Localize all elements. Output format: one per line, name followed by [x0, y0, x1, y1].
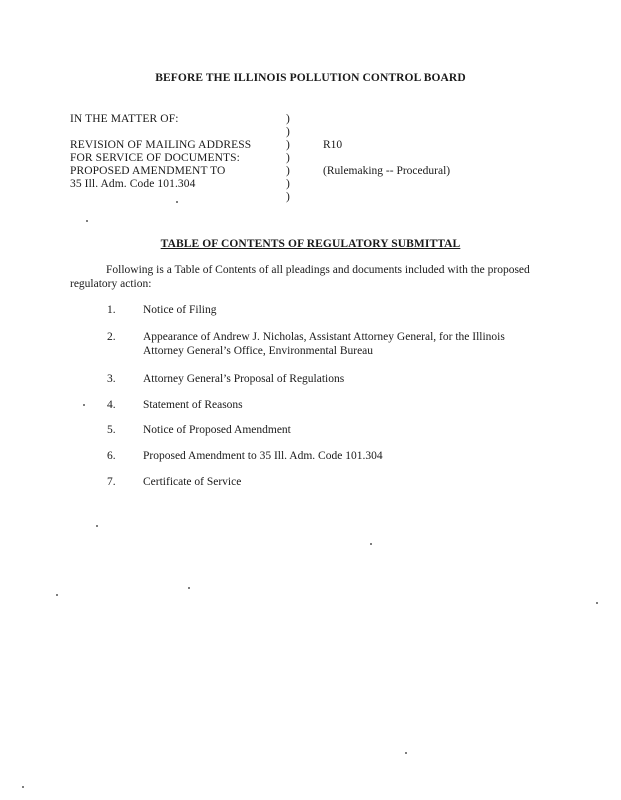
toc-item-number: 3.	[107, 373, 116, 385]
caption-line-proposed-amendment: PROPOSED AMENDMENT TO	[70, 165, 226, 177]
scan-speck	[596, 602, 598, 604]
caption-paren: )	[286, 178, 290, 190]
caption-paren: )	[286, 139, 290, 151]
caption-line-in-the-matter: IN THE MATTER OF:	[70, 113, 179, 125]
toc-item-number: 7.	[107, 476, 116, 488]
scan-speck	[370, 543, 372, 545]
toc-item-number: 1.	[107, 304, 116, 316]
scan-speck	[83, 404, 85, 406]
scan-speck	[86, 220, 88, 222]
document-title: BEFORE THE ILLINOIS POLLUTION CONTROL BOARD	[155, 72, 466, 84]
caption-paren: )	[286, 113, 290, 125]
toc-item-text: Attorney General’s Proposal of Regulations	[143, 373, 345, 385]
caption-line-code: 35 Ill. Adm. Code 101.304	[70, 178, 196, 190]
toc-item-text: Notice of Filing	[143, 304, 217, 316]
toc-intro: Following is a Table of Contents of all pleadings and documents included with the proposed regulatory action:	[70, 264, 530, 290]
toc-heading: TABLE OF CONTENTS OF REGULATORY SUBMITTAL	[160, 238, 461, 250]
scan-speck	[22, 786, 24, 788]
docket-type: (Rulemaking -- Procedural)	[323, 165, 451, 177]
caption-paren: )	[286, 152, 290, 164]
toc-item-number: 4.	[107, 399, 116, 411]
scan-speck	[176, 201, 178, 203]
toc-item-text: Appearance of Andrew J. Nicholas, Assistant Attorney General, for the Illinois Attorney General’s Office, Environmental Bureau	[143, 331, 505, 357]
toc-item-text: Notice of Proposed Amendment	[143, 424, 291, 436]
caption-paren: )	[286, 126, 290, 138]
toc-item-number: 2.	[107, 331, 116, 343]
caption-line-revision: REVISION OF MAILING ADDRESS	[70, 139, 252, 151]
toc-item-number: 5.	[107, 424, 116, 436]
caption-paren: )	[286, 191, 290, 203]
caption-line-for-service: FOR SERVICE OF DOCUMENTS:	[70, 152, 240, 164]
scan-speck	[96, 525, 98, 527]
scan-speck	[405, 752, 407, 754]
toc-item-number: 6.	[107, 450, 116, 462]
toc-item-text: Statement of Reasons	[143, 399, 243, 411]
toc-item-text: Certificate of Service	[143, 476, 242, 488]
caption-paren: )	[286, 165, 290, 177]
scan-speck	[56, 594, 58, 596]
scan-speck	[188, 587, 190, 589]
docket-number: R10	[323, 139, 343, 151]
toc-item-text: Proposed Amendment to 35 Ill. Adm. Code 101.304	[143, 450, 383, 462]
